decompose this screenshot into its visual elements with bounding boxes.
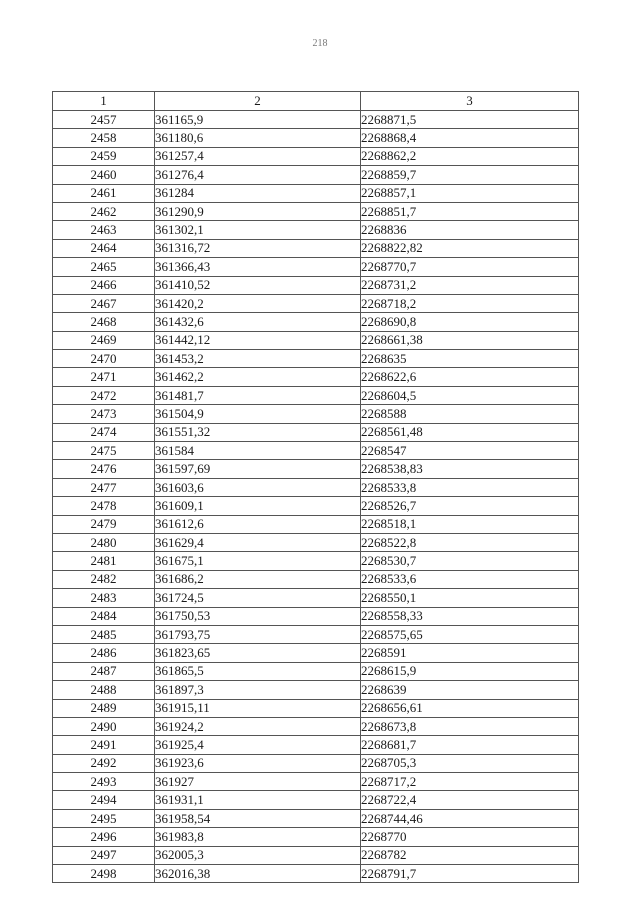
point-number-cell: 2496 xyxy=(53,828,155,846)
point-number-cell: 2492 xyxy=(53,754,155,772)
point-number-cell: 2473 xyxy=(53,405,155,423)
point-number-cell: 2475 xyxy=(53,442,155,460)
x-coordinate-cell: 361983,8 xyxy=(155,828,361,846)
x-coordinate-cell: 361897,3 xyxy=(155,681,361,699)
point-number-cell: 2474 xyxy=(53,423,155,441)
y-coordinate-cell: 2268547 xyxy=(361,442,579,460)
x-coordinate-cell: 361686,2 xyxy=(155,570,361,588)
x-coordinate-cell: 361420,2 xyxy=(155,294,361,312)
x-coordinate-cell: 362016,38 xyxy=(155,865,361,883)
x-coordinate-cell: 361366,43 xyxy=(155,258,361,276)
coordinates-table xyxy=(52,91,579,883)
table-row xyxy=(53,828,579,846)
point-number-cell: 2463 xyxy=(53,221,155,239)
table-row xyxy=(53,865,579,883)
point-number-cell: 2493 xyxy=(53,773,155,791)
table-row xyxy=(53,791,579,809)
table-row xyxy=(53,681,579,699)
y-coordinate-cell: 2268591 xyxy=(361,644,579,662)
y-coordinate-cell: 2268673,8 xyxy=(361,717,579,735)
table-row xyxy=(53,221,579,239)
point-number-cell: 2485 xyxy=(53,625,155,643)
table-row xyxy=(53,515,579,533)
y-coordinate-cell: 2268526,7 xyxy=(361,497,579,515)
x-coordinate-cell: 361924,2 xyxy=(155,717,361,735)
y-coordinate-cell: 2268558,33 xyxy=(361,607,579,625)
table-row xyxy=(53,239,579,257)
y-coordinate-cell: 2268639 xyxy=(361,681,579,699)
table-row xyxy=(53,368,579,386)
y-coordinate-cell: 2268782 xyxy=(361,846,579,864)
table-row xyxy=(53,662,579,680)
table-row xyxy=(53,442,579,460)
table-row xyxy=(53,350,579,368)
table-row xyxy=(53,846,579,864)
y-coordinate-cell: 2268522,8 xyxy=(361,533,579,551)
y-coordinate-cell: 2268681,7 xyxy=(361,736,579,754)
x-coordinate-cell: 361180,6 xyxy=(155,129,361,147)
y-coordinate-cell: 2268656,61 xyxy=(361,699,579,717)
table-row xyxy=(53,294,579,312)
point-number-cell: 2497 xyxy=(53,846,155,864)
point-number-cell: 2482 xyxy=(53,570,155,588)
point-number-cell: 2486 xyxy=(53,644,155,662)
y-coordinate-cell: 2268518,1 xyxy=(361,515,579,533)
table-row xyxy=(53,386,579,404)
y-coordinate-cell: 2268635 xyxy=(361,350,579,368)
point-number-cell: 2461 xyxy=(53,184,155,202)
table-row xyxy=(53,111,579,129)
point-number-cell: 2460 xyxy=(53,166,155,184)
x-coordinate-cell: 361612,6 xyxy=(155,515,361,533)
y-coordinate-cell: 2268857,1 xyxy=(361,184,579,202)
x-coordinate-cell: 361284 xyxy=(155,184,361,202)
x-coordinate-cell: 361584 xyxy=(155,442,361,460)
x-coordinate-cell: 361925,4 xyxy=(155,736,361,754)
x-coordinate-cell: 361958,54 xyxy=(155,809,361,827)
header-row xyxy=(53,92,579,111)
x-coordinate-cell: 361823,65 xyxy=(155,644,361,662)
x-coordinate-cell: 361481,7 xyxy=(155,386,361,404)
y-coordinate-cell: 2268859,7 xyxy=(361,166,579,184)
point-number-cell: 2471 xyxy=(53,368,155,386)
table-row xyxy=(53,423,579,441)
x-coordinate-cell: 361316,72 xyxy=(155,239,361,257)
x-coordinate-cell: 361551,32 xyxy=(155,423,361,441)
y-coordinate-cell: 2268770 xyxy=(361,828,579,846)
point-number-cell: 2494 xyxy=(53,791,155,809)
y-coordinate-cell: 2268575,65 xyxy=(361,625,579,643)
table-row xyxy=(53,570,579,588)
table-row xyxy=(53,773,579,791)
table-row xyxy=(53,736,579,754)
x-coordinate-cell: 361724,5 xyxy=(155,589,361,607)
x-coordinate-cell: 361750,53 xyxy=(155,607,361,625)
point-number-cell: 2472 xyxy=(53,386,155,404)
column-header-1: 1 xyxy=(53,92,155,111)
table-row xyxy=(53,478,579,496)
y-coordinate-cell: 2268615,9 xyxy=(361,662,579,680)
x-coordinate-cell: 361410,52 xyxy=(155,276,361,294)
table-row xyxy=(53,313,579,331)
table-row xyxy=(53,460,579,478)
y-coordinate-cell: 2268718,2 xyxy=(361,294,579,312)
table-row xyxy=(53,754,579,772)
y-coordinate-cell: 2268550,1 xyxy=(361,589,579,607)
y-coordinate-cell: 2268851,7 xyxy=(361,202,579,220)
table-row xyxy=(53,497,579,515)
point-number-cell: 2480 xyxy=(53,533,155,551)
y-coordinate-cell: 2268533,8 xyxy=(361,478,579,496)
point-number-cell: 2468 xyxy=(53,313,155,331)
table-row xyxy=(53,129,579,147)
x-coordinate-cell: 361923,6 xyxy=(155,754,361,772)
table-row xyxy=(53,589,579,607)
point-number-cell: 2465 xyxy=(53,258,155,276)
table-row xyxy=(53,533,579,551)
y-coordinate-cell: 2268770,7 xyxy=(361,258,579,276)
point-number-cell: 2469 xyxy=(53,331,155,349)
point-number-cell: 2487 xyxy=(53,662,155,680)
column-header-3: 3 xyxy=(361,92,579,111)
x-coordinate-cell: 361453,2 xyxy=(155,350,361,368)
y-coordinate-cell: 2268661,38 xyxy=(361,331,579,349)
table-row xyxy=(53,699,579,717)
table-row xyxy=(53,202,579,220)
y-coordinate-cell: 2268538,83 xyxy=(361,460,579,478)
y-coordinate-cell: 2268862,2 xyxy=(361,147,579,165)
table-row xyxy=(53,644,579,662)
table-row xyxy=(53,147,579,165)
table-row xyxy=(53,405,579,423)
x-coordinate-cell: 361915,11 xyxy=(155,699,361,717)
point-number-cell: 2457 xyxy=(53,111,155,129)
y-coordinate-cell: 2268744,46 xyxy=(361,809,579,827)
y-coordinate-cell: 2268791,7 xyxy=(361,865,579,883)
page-number: 218 xyxy=(312,38,328,49)
point-number-cell: 2478 xyxy=(53,497,155,515)
point-number-cell: 2467 xyxy=(53,294,155,312)
x-coordinate-cell: 361597,69 xyxy=(155,460,361,478)
x-coordinate-cell: 361504,9 xyxy=(155,405,361,423)
table-row xyxy=(53,625,579,643)
x-coordinate-cell: 361257,4 xyxy=(155,147,361,165)
x-coordinate-cell: 361442,12 xyxy=(155,331,361,349)
point-number-cell: 2495 xyxy=(53,809,155,827)
x-coordinate-cell: 361793,75 xyxy=(155,625,361,643)
table-row xyxy=(53,717,579,735)
point-number-cell: 2464 xyxy=(53,239,155,257)
point-number-cell: 2484 xyxy=(53,607,155,625)
table-row xyxy=(53,331,579,349)
table-row xyxy=(53,184,579,202)
y-coordinate-cell: 2268705,3 xyxy=(361,754,579,772)
x-coordinate-cell: 361609,1 xyxy=(155,497,361,515)
x-coordinate-cell: 361165,9 xyxy=(155,111,361,129)
y-coordinate-cell: 2268588 xyxy=(361,405,579,423)
y-coordinate-cell: 2268604,5 xyxy=(361,386,579,404)
table-body xyxy=(53,111,579,883)
point-number-cell: 2459 xyxy=(53,147,155,165)
x-coordinate-cell: 361675,1 xyxy=(155,552,361,570)
y-coordinate-cell: 2268717,2 xyxy=(361,773,579,791)
x-coordinate-cell: 362005,3 xyxy=(155,846,361,864)
point-number-cell: 2481 xyxy=(53,552,155,570)
point-number-cell: 2458 xyxy=(53,129,155,147)
point-number-cell: 2483 xyxy=(53,589,155,607)
point-number-cell: 2479 xyxy=(53,515,155,533)
x-coordinate-cell: 361462,2 xyxy=(155,368,361,386)
y-coordinate-cell: 2268836 xyxy=(361,221,579,239)
y-coordinate-cell: 2268690,8 xyxy=(361,313,579,331)
y-coordinate-cell: 2268731,2 xyxy=(361,276,579,294)
y-coordinate-cell: 2268530,7 xyxy=(361,552,579,570)
x-coordinate-cell: 361931,1 xyxy=(155,791,361,809)
table-row xyxy=(53,552,579,570)
point-number-cell: 2490 xyxy=(53,717,155,735)
x-coordinate-cell: 361927 xyxy=(155,773,361,791)
table-row xyxy=(53,166,579,184)
point-number-cell: 2470 xyxy=(53,350,155,368)
x-coordinate-cell: 361603,6 xyxy=(155,478,361,496)
table-header xyxy=(53,92,579,111)
point-number-cell: 2489 xyxy=(53,699,155,717)
y-coordinate-cell: 2268868,4 xyxy=(361,129,579,147)
point-number-cell: 2476 xyxy=(53,460,155,478)
x-coordinate-cell: 361302,1 xyxy=(155,221,361,239)
x-coordinate-cell: 361276,4 xyxy=(155,166,361,184)
y-coordinate-cell: 2268871,5 xyxy=(361,111,579,129)
y-coordinate-cell: 2268622,6 xyxy=(361,368,579,386)
table-row xyxy=(53,809,579,827)
point-number-cell: 2462 xyxy=(53,202,155,220)
point-number-cell: 2466 xyxy=(53,276,155,294)
table-row xyxy=(53,276,579,294)
y-coordinate-cell: 2268533,6 xyxy=(361,570,579,588)
y-coordinate-cell: 2268722,4 xyxy=(361,791,579,809)
column-header-2: 2 xyxy=(155,92,361,111)
table-row xyxy=(53,258,579,276)
y-coordinate-cell: 2268561,48 xyxy=(361,423,579,441)
point-number-cell: 2477 xyxy=(53,478,155,496)
point-number-cell: 2488 xyxy=(53,681,155,699)
x-coordinate-cell: 361865,5 xyxy=(155,662,361,680)
point-number-cell: 2491 xyxy=(53,736,155,754)
point-number-cell: 2498 xyxy=(53,865,155,883)
x-coordinate-cell: 361290,9 xyxy=(155,202,361,220)
x-coordinate-cell: 361629,4 xyxy=(155,533,361,551)
x-coordinate-cell: 361432,6 xyxy=(155,313,361,331)
y-coordinate-cell: 2268822,82 xyxy=(361,239,579,257)
table-row xyxy=(53,607,579,625)
